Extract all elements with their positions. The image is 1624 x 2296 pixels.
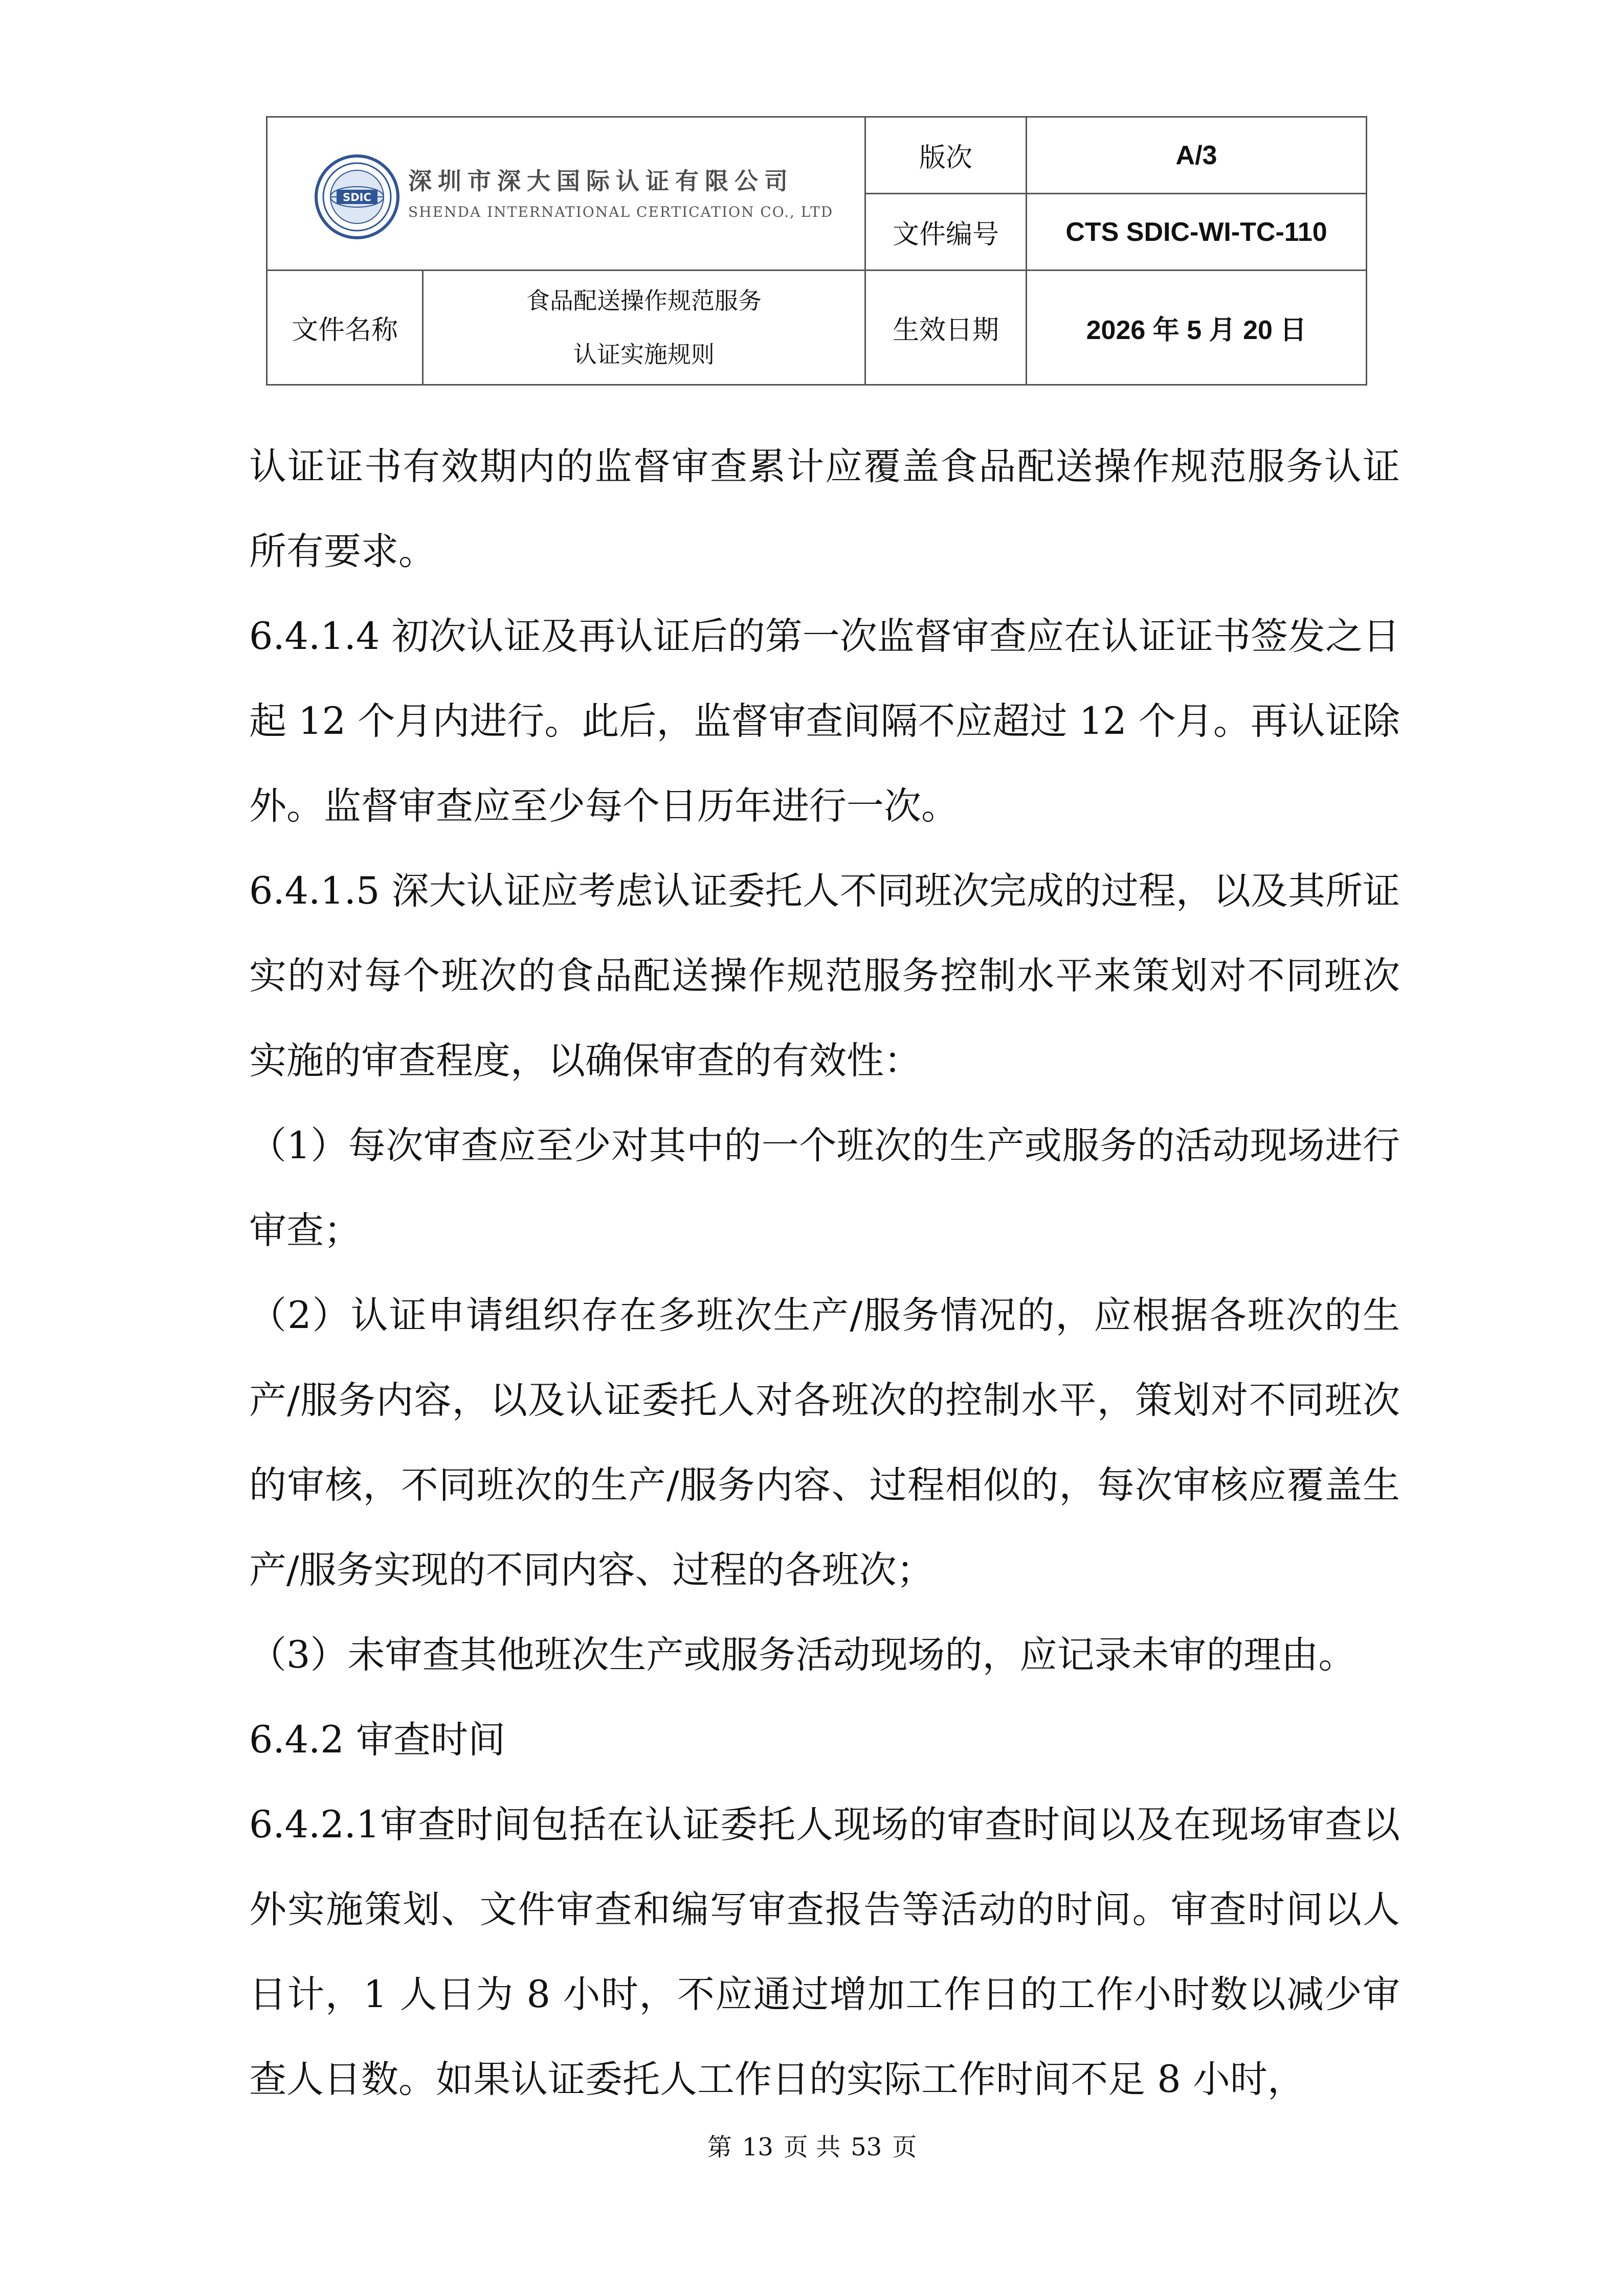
company-name-en: SHENDA INTERNATIONAL CERTICATION CO., LTD: [408, 204, 834, 220]
effective-date-value: [1027, 271, 1367, 385]
doc-name-value: [423, 271, 865, 385]
paragraph: 6.4.1.4 初次认证及再认证后的第一次监督审查应在认证证书签发之日起 12 个月内进行。此后，监督审查间隔不应超过 12 个月。再认证除外。监督审查应至少每个日历年进行一次。: [249, 615, 1400, 828]
doc-name-line-2: 认证实施规则: [573, 340, 715, 368]
doc-name-line-1: 食品配送操作规范服务: [526, 286, 762, 314]
effective-date-label: 生效日期: [865, 271, 1027, 385]
sdic-seal-icon: [314, 153, 401, 240]
effective-year: 2026: [1086, 316, 1146, 345]
paragraph: 6.4.2.1审查时间包括在认证委托人现场的审查时间以及在现场审查以外实施策划、文件审查和编写审查报告等活动的时间。审查时间以人日计，1 人日为 8 小时，不应通过增加工作日的工作小时数以减少审查人日数。如果认证委托人工作日的实际工作时间不足 8 小时，: [249, 1803, 1400, 2101]
month-unit: 月: [1209, 315, 1236, 346]
year-unit: 年: [1152, 315, 1180, 346]
doc-name-label: 文件名称: [267, 271, 423, 385]
day-unit: 日: [1280, 315, 1307, 346]
current-page-number: 13: [742, 2133, 773, 2162]
footer-middle: 页 共: [783, 2133, 841, 2162]
document-body: [249, 424, 1400, 2122]
section-heading: 6.4.2 审查时间: [249, 1718, 505, 1762]
version-label: 版次: [865, 117, 1027, 194]
doc-no-label: 文件编号: [865, 194, 1027, 271]
company-logo-cell: [267, 117, 865, 271]
page-footer: [0, 2127, 1624, 2163]
effective-day: 20: [1243, 316, 1273, 345]
list-item: （1）每次审查应至少对其中的一个班次的生产或服务的活动现场进行审查；: [249, 1124, 1400, 1252]
doc-no-value: CTS SDIC-WI-TC-110: [1027, 194, 1367, 271]
svg-text:SDIC: SDIC: [343, 191, 371, 204]
footer-suffix: 页: [892, 2133, 917, 2162]
company-name-cn: 深圳市深大国际认证有限公司: [408, 167, 794, 195]
paragraph: 6.4.1.5 深大认证应考虑认证委托人不同班次完成的过程，以及其所证实的对每个班次的食品配送操作规范服务控制水平来策划对不同班次实施的审查程度，以确保审查的有效性：: [249, 869, 1400, 1083]
footer-prefix: 第: [707, 2133, 732, 2162]
version-value: A/3: [1027, 117, 1367, 194]
list-item: （3）未审查其他班次生产或服务活动现场的，应记录未审的理由。: [249, 1633, 1356, 1677]
list-item: （2）认证申请组织存在多班次生产/服务情况的，应根据各班次的生产/服务内容，以及认证委托人对各班次的控制水平，策划对不同班次的审核，不同班次的生产/服务内容、过程相似的，每次审核应覆盖生产/服务实现的不同内容、过程的各班次；: [249, 1294, 1400, 1592]
paragraph: 认证证书有效期内的监督审查累计应覆盖食品配送操作规范服务认证所有要求。: [249, 445, 1400, 573]
total-page-number: 53: [851, 2133, 882, 2162]
effective-month: 5: [1187, 316, 1202, 345]
company-logo: [314, 153, 1081, 245]
document-header-table: [266, 116, 1367, 386]
